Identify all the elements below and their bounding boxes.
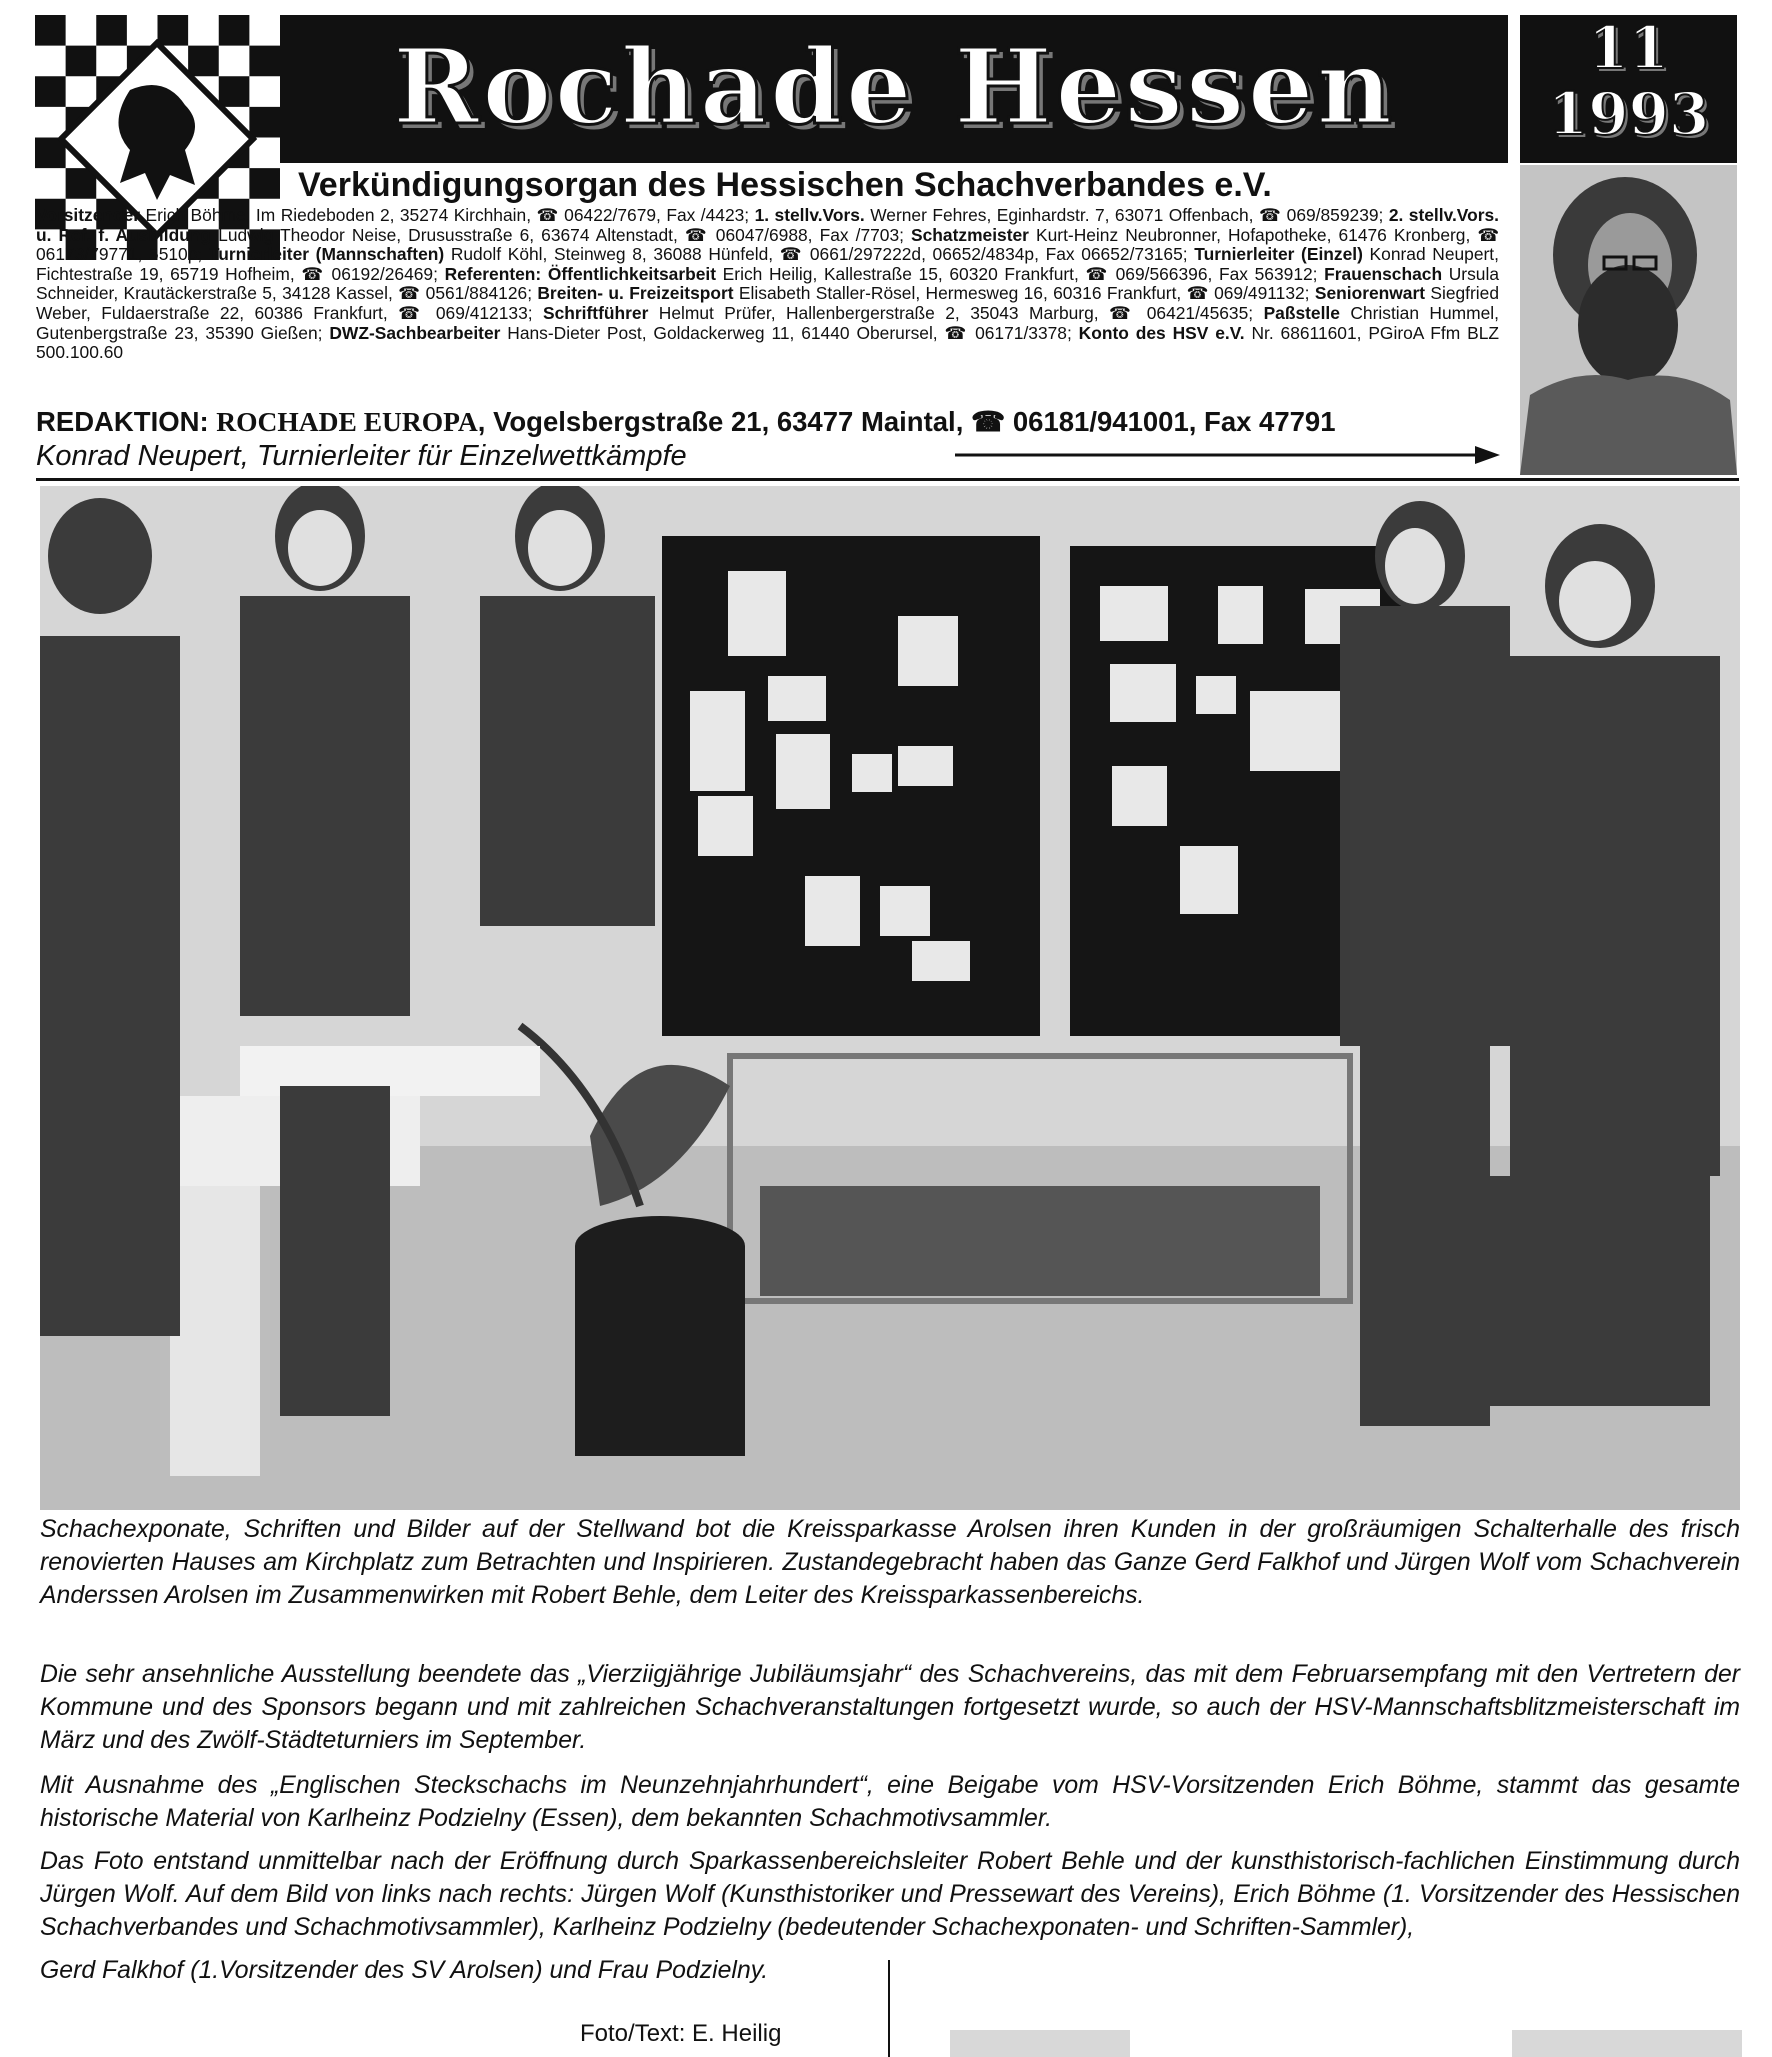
masthead-title-bar (280, 15, 1508, 163)
officer-role: Turnierleiter (Einzel) (1194, 244, 1363, 265)
masthead-subtitle: Verkündigungsorgan des Hessischen Schachverbandes e.V. (298, 166, 1272, 204)
partial-image-right (1512, 2030, 1742, 2057)
portrait-caption: Konrad Neupert, Turnierleiter für Einzelwettkämpfe (36, 440, 687, 472)
officer-details: Kurt-Heinz Neubronner, Hofapotheke, 61476 Kronberg, ☎ 06173/79771, 5510p; (36, 224, 1500, 265)
portrait-figure (1520, 165, 1737, 475)
column-divider (888, 1960, 890, 2057)
partial-image-left (950, 2030, 1130, 2057)
masthead-title: Rochade Hessen (392, 25, 1396, 148)
officer-role: Schriftführer (543, 302, 649, 323)
portrait-photo (1520, 165, 1737, 475)
exhibition-photo (40, 486, 1740, 1510)
officer-details: Ursula Schneider, Krautäckerstraße 5, 34128 Kassel, ☎ 0561/884126; (36, 263, 1499, 304)
officer-role: Seniorenwart (1314, 283, 1426, 304)
officer-details: Christian Hummel, Gutenbergstraße 23, 35390 Gießen; (36, 302, 1500, 343)
officer-role: Konto des HSV e.V. (1078, 322, 1245, 343)
officer-details: Konrad Neupert, Fichtestraße 19, 65719 Hofheim, ☎ 06192/26469; (36, 244, 1499, 284)
article-paragraph: Das Foto entstand unmittelbar nach der Eröffnung durch Sparkassenbereichsleiter Robert Behle und der kunsthistorisch-fachlichen Einstimmung durch Jürgen Wolf. Auf dem Bild von links nach rechts: Jürgen Wolf (Kunsthistoriker und Pressewart des Vereins), Erich Böhme (1. Vorsitzender des Hessischen Schachverbandes und Schachmotivsammler), Karlheinz Podzielny (bedeutender Schachexponaten- und Schriften-Sammler), (40, 1848, 1740, 1941)
issue-box (1520, 15, 1737, 163)
officer-details: Werner Fehres, Eginhardstr. 7, 63071 Offenbach, ☎ 069/859239; (864, 205, 1389, 225)
article-paragraph: Mit Ausnahme des „Englischen Steckschachs im Neunzehnjahrhundert“, eine Beigabe vom HSV-Vorsitzenden Erich Böhme, stammt das gesamte historische Material von Karlheinz Podzielny (Essen), dem bekannten Schachmotivsammler. (40, 1772, 1740, 1832)
redaktion-address: , Vogelsbergstraße 21, 63477 Maintal, ☎ 06181/941001, Fax 47791 (477, 406, 1336, 437)
officer-role: 1. stellv.Vors. (754, 205, 865, 225)
officer-role: Referenten: Öffentlichkeitsarbeit (444, 263, 717, 284)
officer-details: Hans-Dieter Post, Goldackerweg 11, 61440 Oberursel, ☎ 06171/3378; (500, 322, 1079, 343)
officer-role: Paßstelle (1263, 302, 1340, 323)
arrow-right-icon (955, 440, 1500, 470)
officer-details: Nr. 68611601, PGiroA Ffm BLZ 500.100.60 (36, 322, 1500, 363)
article-paragraph-last: Gerd Falkhof (1.Vorsitzender des SV Arolsen) und Frau Podzielny. (40, 1957, 769, 1984)
officer-role: Turnierleiter (Mannschaften) (208, 244, 445, 265)
redaktion-label: REDAKTION: (36, 406, 209, 437)
article-paragraph: Die sehr ansehnliche Ausstellung beendete das „Vierziigjährige Jubiläumsjahr“ des Schachvereins, das mit dem Februarsempfang mit den Vertretern der Kommune und des Sponsors begann und mit zahlreichen Schachveranstaltungen fortgesetzt wurde, so auch der HSV-Mannschaftsblitzmeisterschaft im März und des Zwölf-Städteturniers im September. (40, 1661, 1740, 1754)
officer-role: Breiten- u. Freizeitsport (537, 283, 734, 304)
officer-details: Siegfried Weber, Fuldaerstraße 22, 60386 Frankfurt, ☎ 069/412133; (36, 283, 1500, 323)
officer-details: Rudolf Köhl, Steinweg 8, 36088 Hünfeld, ☎ 0661/297222d, 06652/4834p, Fax 06652/73165; (444, 244, 1195, 265)
officer-details: Erich Böhme, Im Riedeboden 2, 35274 Kirchhain, ☎ 06422/7679, Fax /4423; (140, 205, 755, 225)
officer-role: Frauenschach (1324, 263, 1443, 284)
exhibition-scene (40, 486, 1740, 1510)
issue-number: 11 (1588, 14, 1669, 82)
officers-directory (36, 206, 1499, 363)
officer-details: Elisabeth Staller-Rösel, Hermesweg 16, 60316 Frankfurt, ☎ 069/491132; (733, 283, 1315, 304)
officer-role: Schatzmeister (911, 224, 1029, 245)
editorial-address (36, 406, 1336, 438)
officer-details: Erich Heilig, Kallestraße 15, 60320 Frankfurt, ☎ 069/566396, Fax 563912; (716, 263, 1325, 284)
officer-details: Ludwig Theodor Neise, Drususstraße 6, 63674 Altenstadt, ☎ 06047/6988, Fax /7703; (211, 224, 912, 245)
officer-role: 2. stellv.Vors. u. Ref. f. Ausbildung (36, 205, 1499, 245)
officer-role: DWZ-Sachbearbeiter (329, 322, 501, 343)
officer-details: Helmut Prüfer, Hallenbergerstraße 2, 35043 Marburg, ☎ 06421/45635; (648, 302, 1264, 323)
header-divider (36, 478, 1739, 481)
photo-credit: Foto/Text: E. Heilig (580, 2020, 782, 2047)
officer-role: Vorsitzender (36, 205, 141, 225)
redaktion-publisher: ROCHADE EUROPA (216, 406, 478, 437)
article-paragraph: Schachexponate, Schriften und Bilder auf der Stellwand bot die Kreissparkasse Arolsen ihren Kunden in der großräumigen Schalterhalle des frisch renovierten Hauses am Kirchplatz zum Betrachten und Inspirieren. Zustandegebracht haben das Ganze Gerd Falkhof und Jürgen Wolf vom Schachverein Anderssen Arolsen im Zusammenwirken mit Robert Behle, dem Leiter des Kreissparkassenbereichs. (40, 1516, 1740, 1609)
issue-year: 1993 (1547, 80, 1710, 148)
